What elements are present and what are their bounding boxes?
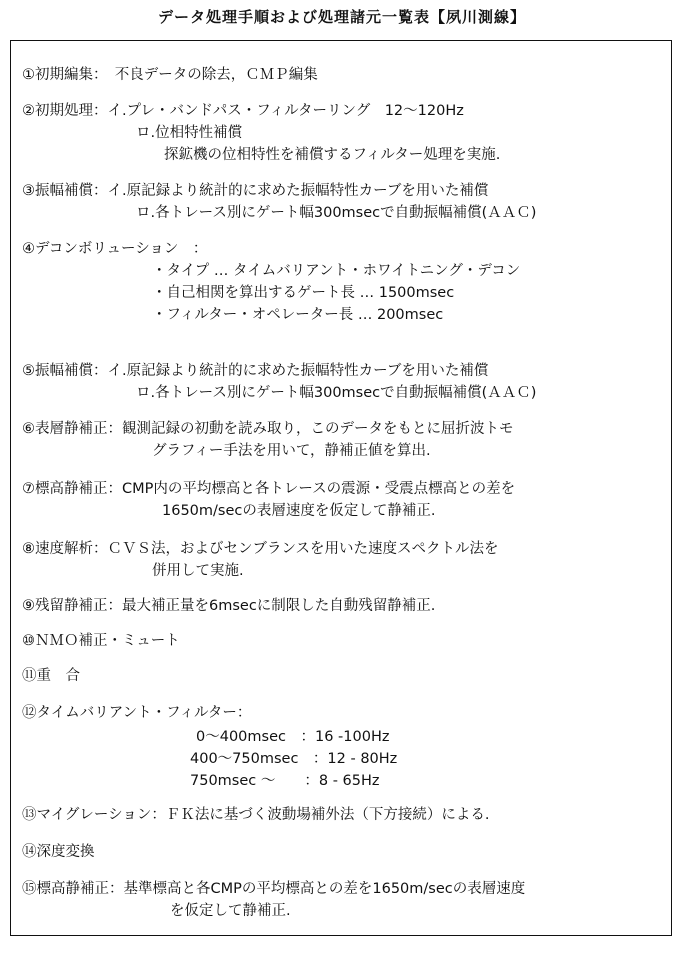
filter-row-3: 750msec ～ ：8 - 65Hz	[190, 773, 380, 789]
step-2-sub-b: ロ.位相特性補償	[136, 125, 243, 141]
step-8-line: ⑧速度解析：ＣＶＳ法，およびセンブランスを用いた速度スペクトル法を	[22, 541, 499, 557]
step-5-sub-b: ロ.各トレース別にゲート幅300msecで自動振幅補償(ＡＡＣ)	[136, 385, 537, 401]
filter-row-1: 0～400msec ：16 -100Hz	[196, 729, 390, 745]
step-14-line: ⑭深度変換	[22, 844, 95, 860]
step-3-sub-b: ロ.各トレース別にゲート幅300msecで自動振幅補償(ＡＡＣ)	[136, 205, 537, 221]
step-7-continuation: 1650m/secの表層速度を仮定して静補正.	[162, 503, 436, 519]
step-9-line: ⑨残留静補正：最大補正量を6msecに制限した自動残留静補正.	[22, 598, 436, 614]
step-12-line: ⑫タイムバリアント・フィルター：	[22, 705, 252, 721]
step-4-bullet-gate: ・自己相関を算出するゲート長 … 1500msec	[152, 285, 455, 301]
page-title: データ処理手順および処理諸元一覧表【夙川測線】	[157, 8, 526, 26]
step-4-bullet-type: ・タイプ … タイムバリアント・ホワイトニング・デコン	[152, 263, 521, 279]
step-15-line: ⑮標高静補正：基準標高と各CMPの平均標高との差を1650m/secの表層速度	[22, 881, 526, 897]
filter-row-2: 400～750msec ：12 - 80Hz	[190, 751, 398, 767]
step-1-line: ①初期編集： 不良データの除去，ＣＭＰ編集	[22, 67, 318, 83]
step-7-line: ⑦標高静補正：CMP内の平均標高と各トレースの震源・受震点標高との差を	[22, 481, 516, 497]
step-4-line: ④デコンボリューション ：	[22, 241, 208, 257]
step-2-line: ②初期処理：イ.プレ・バンドパス・フィルターリング 12～120Hz	[22, 103, 464, 119]
step-8-continuation: 併用して実施.	[152, 563, 244, 579]
step-6-line: ⑥表層静補正：観測記録の初動を読み取り，このデータをもとに屈折波トモ	[22, 421, 514, 437]
step-3-line: ③振幅補償：イ.原記録より統計的に求めた振幅特性カーブを用いた補償	[22, 183, 489, 199]
step-13-line: ⑬マイグレーション：ＦＫ法に基づく波動場補外法（下方接続）による.	[22, 807, 490, 823]
step-4-bullet-operator: ・フィルター・オペレーター長 … 200msec	[152, 307, 444, 323]
step-11-line: ⑪重 合	[22, 668, 80, 684]
step-10-line: ⑩ＮＭＯ補正・ミュート	[22, 633, 180, 649]
step-6-continuation: グラフィー手法を用いて，静補正値を算出.	[152, 443, 431, 459]
step-15-continuation: を仮定して静補正.	[170, 903, 291, 919]
step-5-line: ⑤振幅補償：イ.原記録より統計的に求めた振幅特性カーブを用いた補償	[22, 363, 489, 379]
step-2-sub-b-detail: 探鉱機の位相特性を補償するフィルター処理を実施.	[164, 147, 501, 163]
